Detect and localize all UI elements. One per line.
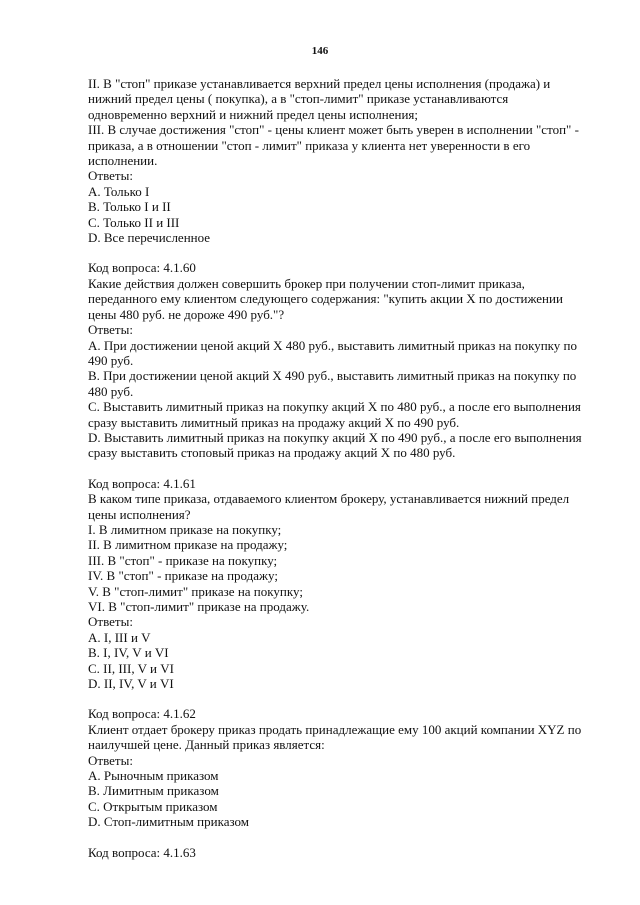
answer-c: C. II, III, V и VI: [88, 660, 174, 676]
answer-c: C. Только II и III: [88, 214, 180, 230]
option-v: V. В "стоп-лимит" приказе на покупку;: [88, 583, 303, 599]
answers-label: Ответы:: [88, 614, 133, 630]
answer-b: B. I, IV, V и VI: [88, 645, 169, 661]
answer-b: B. При достижении ценой акций Х 490 руб., выставить лимитный приказ на покупку по 480 руб.: [88, 368, 577, 399]
option-i: I. В лимитном приказе на покупку;: [88, 521, 282, 537]
page-content: [88, 76, 588, 860]
answer-c: C. Открытым приказом: [88, 798, 218, 814]
answer-b: B. Лимитным приказом: [88, 783, 219, 799]
question-4-1-60: [88, 260, 588, 460]
option-iv: IV. В "стоп" - приказе на продажу;: [88, 568, 278, 584]
answer-d: D. II, IV, V и VI: [88, 676, 174, 692]
answers-label: Ответы:: [88, 752, 133, 768]
page-number: 146: [311, 45, 329, 57]
question-code: Код вопроса: 4.1.61: [88, 475, 196, 491]
question-text: Какие действия должен совершить брокер при получении стоп-лимит приказа, переданного ему клиентом следующего содержания: "купить акции Х по достижении цены 480 руб. не дороже 490 руб."?: [88, 275, 563, 322]
question-4-1-63: [88, 845, 588, 860]
answer-d: D. Стоп-лимитным приказом: [88, 814, 250, 830]
option-iii: III. В "стоп" - приказе на покупку;: [88, 552, 278, 568]
answer-a: A. Рыночным приказом: [88, 768, 219, 784]
question-text: В каком типе приказа, отдаваемого клиентом брокеру, устанавливается нижний предел цены исполнения?: [88, 491, 570, 522]
question-text: Клиент отдает брокеру приказ продать принадлежащие ему 100 акций компании XYZ по наилучшей цене. Данный приказ является:: [88, 721, 582, 753]
answer-b: B. Только I и II: [88, 199, 171, 215]
answers-label: Ответы:: [88, 168, 133, 184]
answer-d: D. Выставить лимитный приказ на покупку акций Х по 490 руб., а после его выполнения сразу выставить стоповый приказ на продажу акций Х по 480 руб.: [88, 429, 582, 461]
answer-a: A. Только I: [88, 183, 150, 199]
option-vi: VI. В "стоп-лимит" приказе на продажу.: [88, 599, 310, 614]
question-code: Код вопроса: 4.1.60: [88, 260, 196, 276]
answer-d: D. Все перечисленное: [88, 230, 211, 246]
answer-a: A. При достижении ценой акций Х 480 руб., выставить лимитный приказ на покупку по 490 руб.: [88, 337, 578, 368]
answer-a: A. I, III и V: [88, 629, 151, 645]
statement-ii: II. В "стоп" приказе устанавливается верхний предел цены исполнения (продажа) и нижний предел цены ( покупка), а в "стоп-лимит" приказе устанавливаются одновременно верхний и нижний предел цены исполнения;: [88, 76, 551, 122]
question-4-1-61: [88, 476, 588, 692]
option-ii: II. В лимитном приказе на продажу;: [88, 537, 288, 553]
answers-label: Ответы:: [88, 322, 133, 338]
question-continued: [88, 76, 588, 245]
question-code: Код вопроса: 4.1.63: [88, 844, 196, 860]
question-4-1-62: [88, 706, 588, 829]
statement-iii: III. В случае достижения "стоп" - цены клиент может быть уверен в исполнении "стоп" - приказа, а в отношении "стоп - лимит" приказа у клиента нет уверенности в его исполнении.: [88, 122, 579, 169]
question-code: Код вопроса: 4.1.62: [88, 706, 196, 722]
answer-c: C. Выставить лимитный приказ на покупку акций Х по 480 руб., а после его выполнения сразу выставить лимитный приказ на продажу акций Х по 490 руб.: [88, 399, 581, 430]
